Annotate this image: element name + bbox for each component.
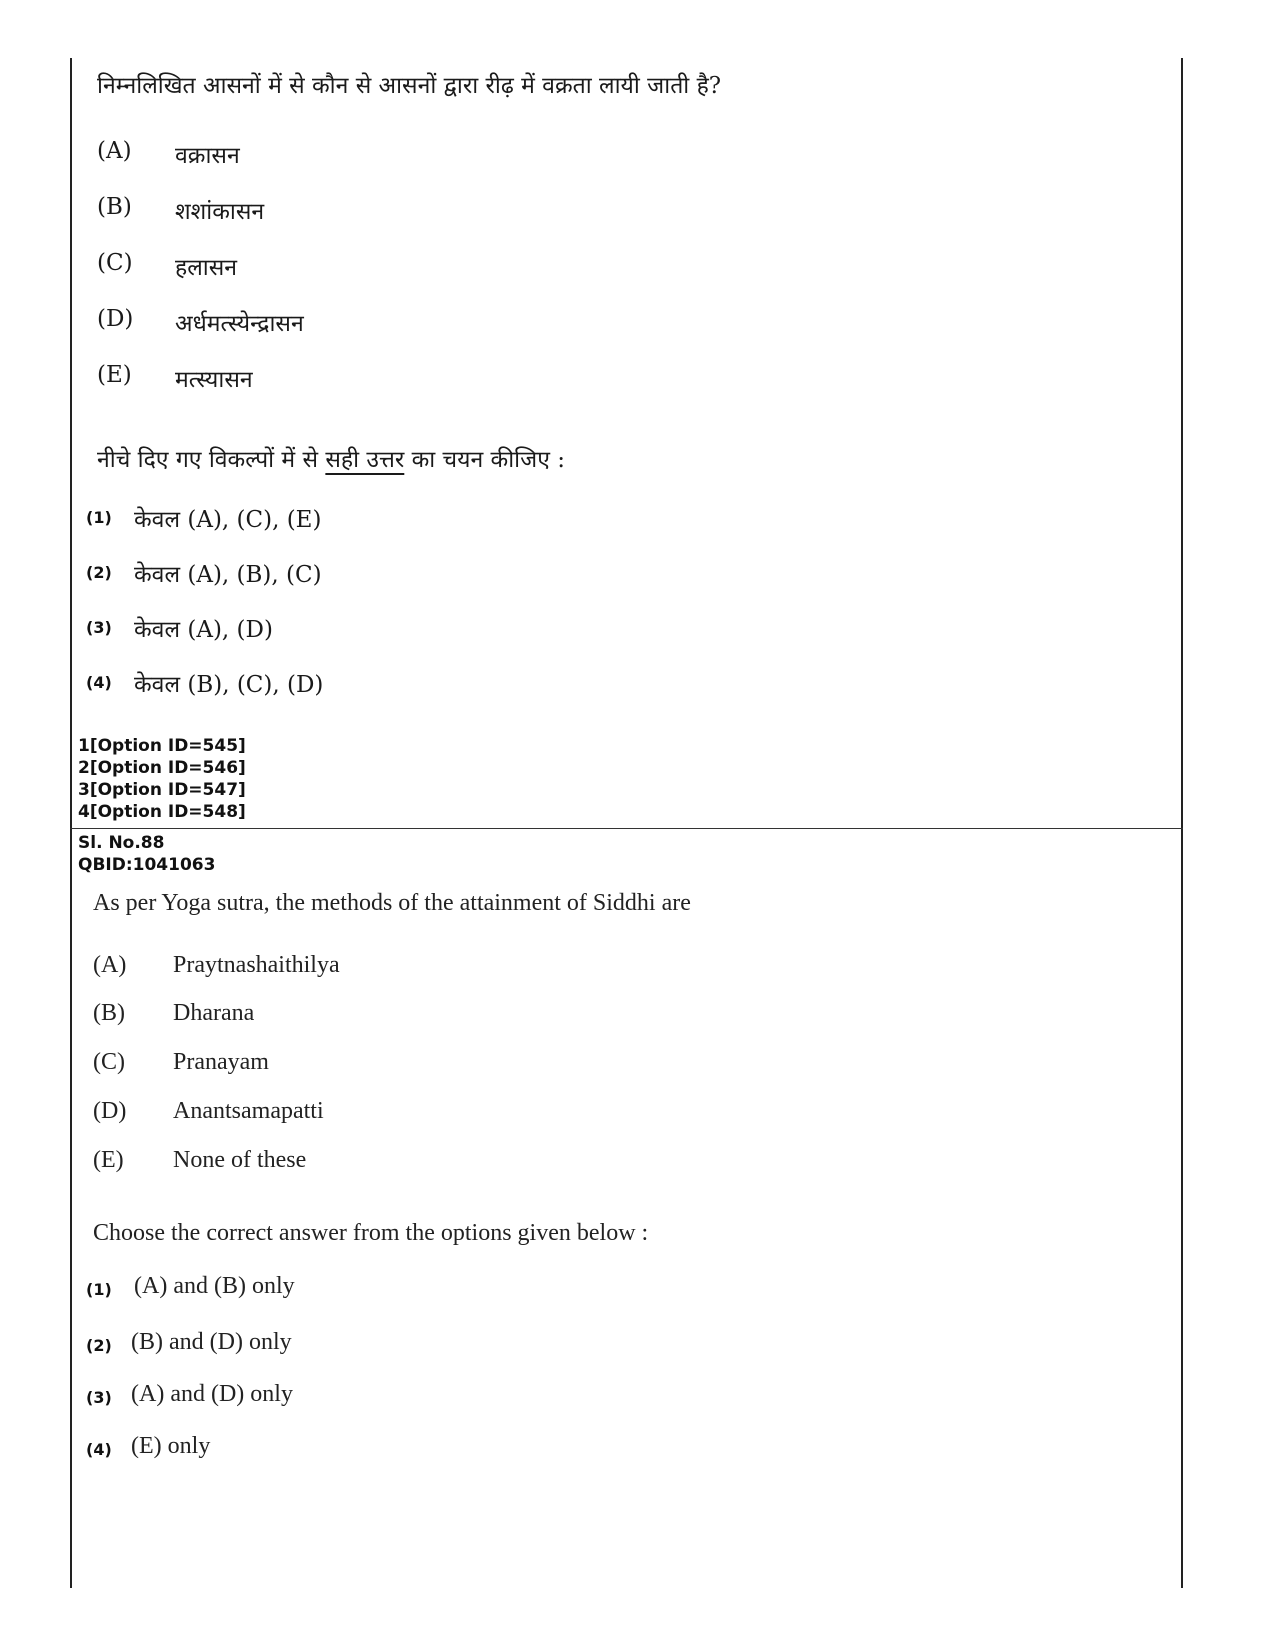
q87-statement-c-label: (C) (97, 250, 133, 276)
q87-option-id-4: 4[Option ID=548] (78, 802, 246, 822)
q88-statement-e-label: (E) (93, 1147, 124, 1173)
q88-serial-number: Sl. No.88 (78, 833, 165, 853)
q87-statement-a-label: (A) (97, 138, 132, 164)
q87-choice-3-text: केवल (A), (D) (134, 617, 273, 643)
q88-statement-c-label: (C) (93, 1049, 125, 1075)
question-divider (70, 828, 1183, 829)
q87-option-id-1: 1[Option ID=545] (78, 736, 246, 756)
q88-statement-b-label: (B) (93, 1000, 125, 1026)
q87-choice-3-number: (3) (86, 618, 112, 637)
q88-statement-b-text: Dharana (173, 1000, 255, 1026)
q87-statement-e-text: मत्स्यासन (175, 367, 253, 393)
q88-statement-d-label: (D) (93, 1098, 127, 1124)
q87-statement-c-text: हलासन (175, 255, 238, 281)
q88-choice-2-number: (2) (86, 1336, 112, 1355)
q88-choice-3-text: (A) and (D) only (131, 1381, 293, 1407)
q87-choice-2-text: केवल (A), (B), (C) (134, 562, 322, 588)
q87-choice-1-text: केवल (A), (C), (E) (134, 507, 322, 533)
right-border (1181, 58, 1183, 1588)
q87-instruction-emphasis: सही उत्तर (325, 447, 405, 473)
q88-choice-1-text: (A) and (B) only (134, 1273, 295, 1299)
q88-instruction: Choose the correct answer from the options given below : (93, 1220, 649, 1246)
q88-qbid: QBID:1041063 (78, 855, 216, 875)
q88-statement-d-text: Anantsamapatti (173, 1098, 324, 1124)
q87-statement-a-text: वक्रासन (175, 143, 240, 169)
q88-choice-4-text: (E) only (131, 1433, 211, 1459)
q88-statement-e-text: None of these (173, 1147, 307, 1173)
q87-statement-d-text: अर्धमत्स्येन्द्रासन (175, 311, 304, 337)
q87-statement-b-text: शशांकासन (175, 199, 265, 225)
q88-choice-1-number: (1) (86, 1280, 112, 1299)
q88-statement-c-text: Pranayam (173, 1049, 269, 1075)
q87-choice-1-number: (1) (86, 508, 112, 527)
q87-instruction: नीचे दिए गए विकल्पों में से सही उत्तर का चयन कीजिए : (97, 447, 565, 473)
q88-choice-3-number: (3) (86, 1388, 112, 1407)
q88-statement-a-text: Praytnashaithilya (173, 952, 340, 978)
q87-option-id-3: 3[Option ID=547] (78, 780, 246, 800)
q88-question: As per Yoga sutra, the methods of the attainment of Siddhi are (93, 890, 691, 916)
q87-statement-b-label: (B) (97, 194, 132, 220)
q87-choice-4-number: (4) (86, 673, 112, 692)
q88-choice-4-number: (4) (86, 1440, 112, 1459)
q87-option-id-2: 2[Option ID=546] (78, 758, 246, 778)
q87-statement-d-label: (D) (97, 306, 134, 332)
q87-choice-4-text: केवल (B), (C), (D) (134, 672, 324, 698)
q87-statement-e-label: (E) (97, 362, 132, 388)
q87-choice-2-number: (2) (86, 563, 112, 582)
q88-choice-2-text: (B) and (D) only (131, 1329, 292, 1355)
q88-statement-a-label: (A) (93, 952, 127, 978)
left-border (70, 58, 72, 1588)
q87-question: निम्नलिखित आसनों में से कौन से आसनों द्वारा रीढ़ में वक्रता लायी जाती है? (97, 73, 722, 99)
